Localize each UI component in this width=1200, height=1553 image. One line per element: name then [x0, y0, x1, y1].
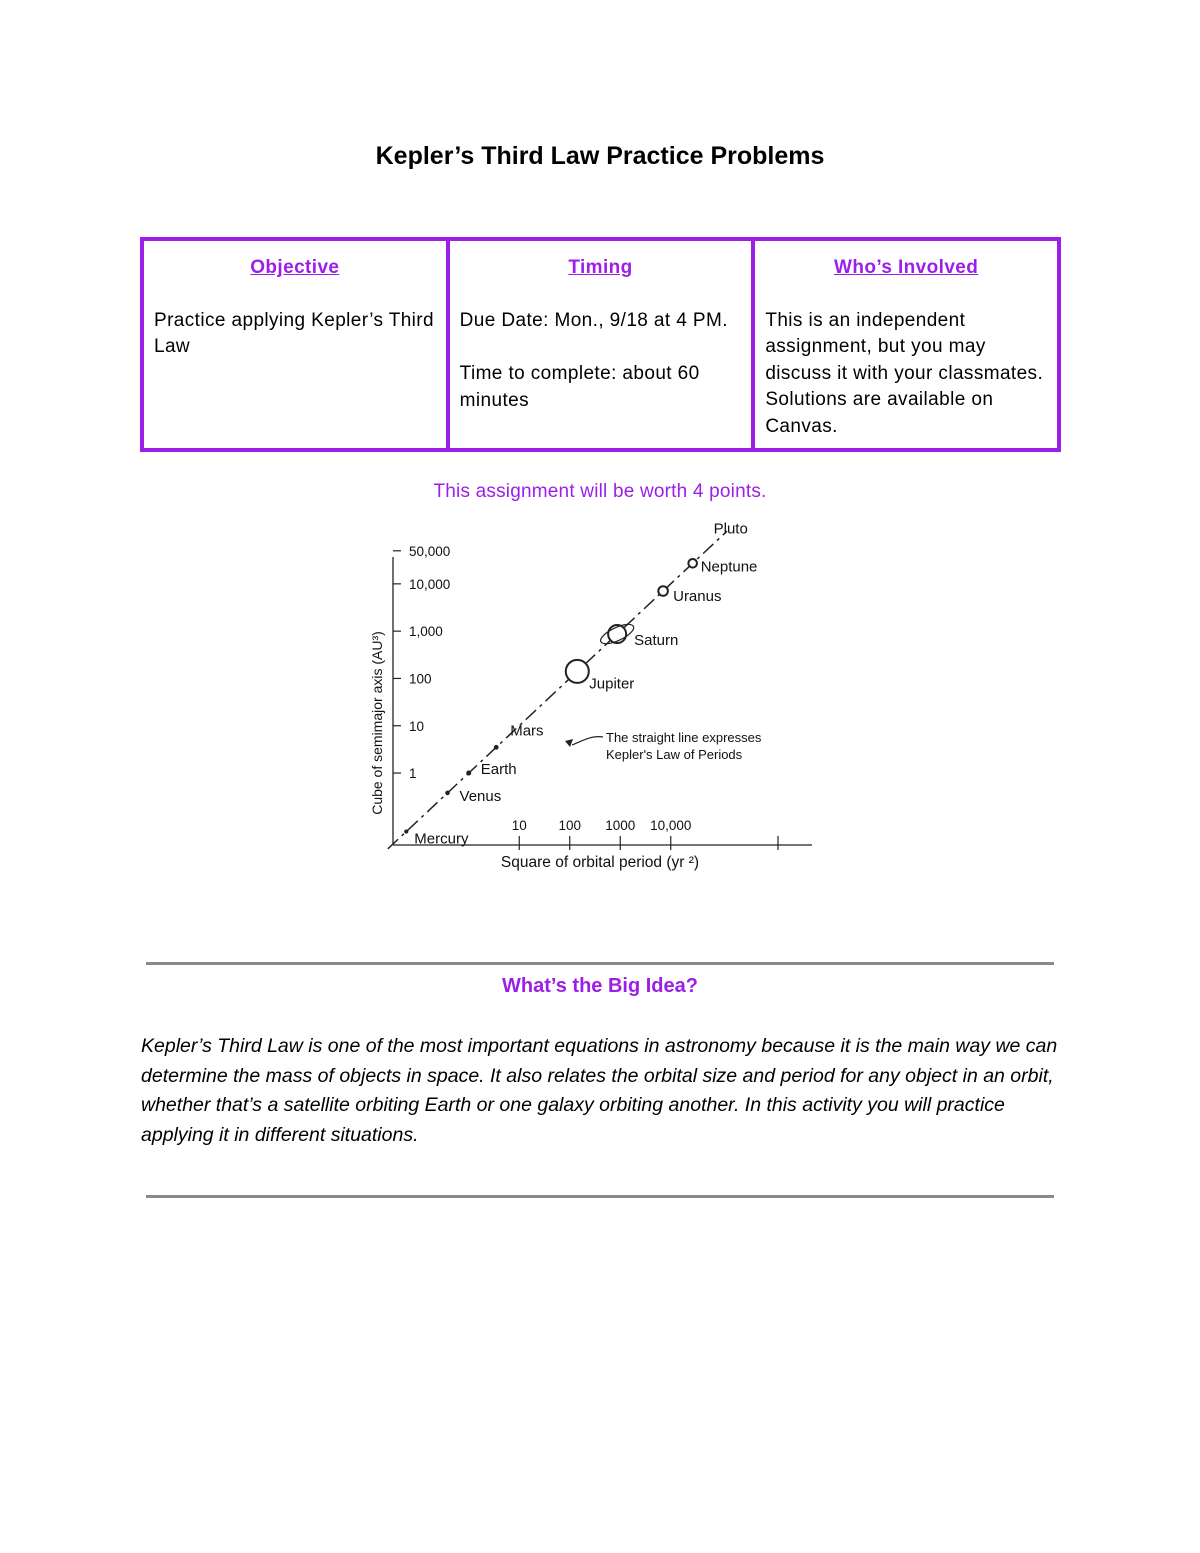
annotation-arrow: [572, 737, 603, 745]
involved-cell: [753, 239, 1059, 450]
planet-mercury-label: Mercury: [414, 830, 469, 848]
planet-saturn-label: Saturn: [634, 632, 679, 650]
y-tick-label: 10: [409, 718, 425, 734]
due-date-text: Due Date: Mon., 9/18 at 4 PM.: [459, 309, 728, 331]
assignment-info-table: [140, 237, 1061, 452]
annotation-arrowhead: [565, 739, 573, 747]
kepler-law-chart: [360, 520, 840, 880]
big-idea-text: Kepler’s Third Law is one of the most important equations in astronomy because it is the main way we can determine the mass of objects in space. It also relates the orbital size and period for any object in an orbit, whether that’s a satellite orbiting Earth or one galaxy orbiting another. In this activity you will practice applying it in different situations.: [141, 1035, 1058, 1146]
page-title: Kepler’s Third Law Practice Problems: [375, 142, 825, 170]
y-tick-label: 100: [409, 671, 432, 687]
objective-text: Practice applying Kepler’s Third Law: [154, 309, 434, 357]
y-tick-label: 1,000: [409, 624, 443, 640]
time-to-complete-text: Time to complete: about 60 minutes: [459, 363, 700, 411]
y-tick-label: 1: [409, 766, 417, 782]
planet-saturn-marker: [608, 625, 626, 643]
annotation-line-2: Kepler's Law of Periods: [606, 747, 743, 762]
points-note: This assignment will be worth 4 points.: [433, 481, 767, 502]
planet-earth-label: Earth: [480, 761, 517, 779]
section-divider-top: [146, 962, 1054, 965]
x-tick-label: 1000: [605, 818, 636, 833]
planet-mars-label: Mars: [510, 722, 544, 740]
y-tick-label: 10,000: [409, 576, 451, 592]
x-axis-label: Square of orbital period (yr ²): [500, 854, 700, 871]
planet-jupiter-label: Jupiter: [589, 675, 635, 693]
involved-text: This is an independent assignment, but you may discuss it with your classmates. Solutions are available on Canvas.: [765, 309, 1044, 437]
x-tick-label: 10: [511, 818, 527, 833]
section-divider-bottom: [146, 1195, 1054, 1198]
planet-venus-marker: [446, 791, 450, 795]
x-tick-label: 100: [558, 818, 582, 833]
planet-neptune-marker: [688, 559, 697, 568]
planet-pluto-label: Pluto: [713, 520, 748, 538]
planet-jupiter-marker: [566, 660, 589, 683]
objective-heading: Objective: [250, 257, 340, 278]
x-tick-label: 10,000: [650, 818, 692, 833]
objective-cell: [142, 239, 448, 450]
involved-heading: Who’s Involved: [834, 257, 979, 278]
planet-mercury-marker: [405, 830, 408, 833]
annotation-line-1: The straight line expresses: [606, 730, 762, 745]
timing-cell: [448, 239, 754, 450]
planet-earth-marker: [467, 771, 471, 775]
planet-uranus-label: Uranus: [673, 588, 722, 606]
planet-mars-marker: [494, 745, 498, 749]
timing-heading: Timing: [568, 257, 633, 278]
y-tick-label: 50,000: [409, 543, 451, 559]
chart-axes: [393, 557, 812, 845]
y-axis-label: Cube of semimajor axis (AU³): [369, 631, 385, 815]
chart-points: [405, 521, 758, 848]
planet-uranus-marker: [658, 586, 668, 596]
big-idea-heading: What’s the Big Idea?: [502, 975, 698, 997]
planet-neptune-label: Neptune: [700, 558, 758, 576]
planet-venus-label: Venus: [459, 787, 502, 805]
